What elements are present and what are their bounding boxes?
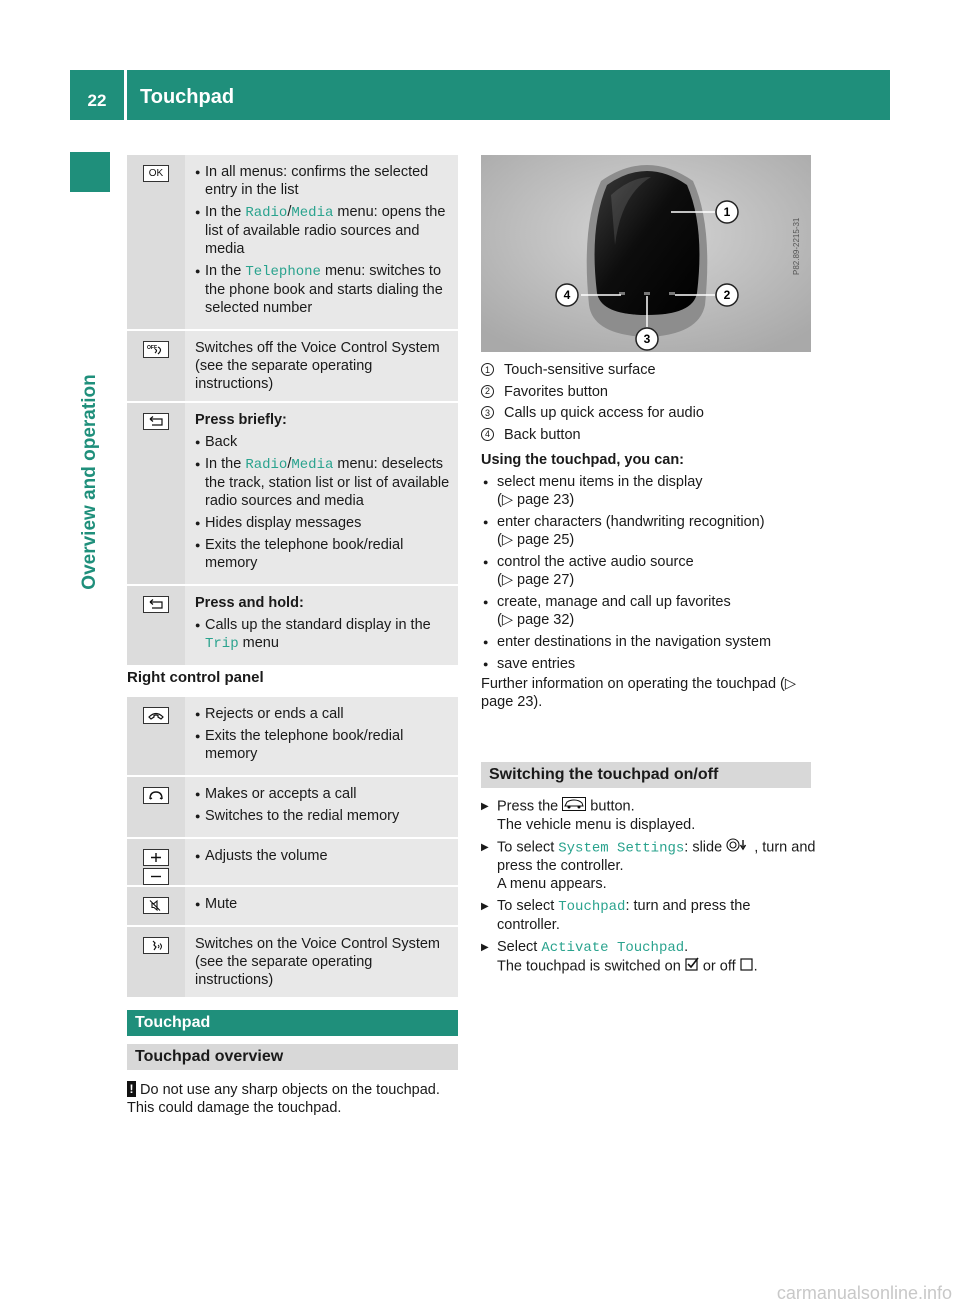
callout-legend-item [481, 361, 816, 379]
description-list [195, 895, 452, 913]
usage-text: select menu items in the display [497, 474, 703, 490]
control-table [127, 155, 458, 667]
control-description [185, 697, 458, 775]
menu-term: Activate Touchpad [541, 940, 685, 957]
menu-term: Trip [205, 636, 239, 652]
page-reference: (▷ page 32) [497, 612, 575, 628]
list-item [195, 514, 452, 532]
control-description [185, 777, 458, 837]
control-description [185, 887, 458, 925]
callout-number: 1 [481, 363, 494, 376]
callout-number: 4 [481, 428, 494, 441]
text-run: To select [497, 839, 559, 856]
text-run: A menu appears. [497, 876, 607, 893]
page-number: 22 [87, 91, 107, 110]
text-run: Calls up the standard display in the [205, 617, 431, 633]
text-run: menu: deselects the track, station list or list of available radio sources and media [205, 456, 450, 509]
callout-1 [716, 201, 738, 223]
minus-icon [143, 868, 169, 885]
switching-steps [481, 797, 816, 980]
text-run: Back [205, 434, 238, 450]
control-description [185, 586, 458, 665]
touchpad-photo [481, 155, 811, 352]
list-item [195, 536, 452, 572]
description-list [195, 847, 452, 865]
text-run: To select [497, 898, 559, 915]
description-text: Switches off the Voice Control System (see the separate operating instructions) [195, 340, 440, 392]
control-description [185, 331, 458, 401]
end-call-icon [143, 707, 169, 724]
vehicle-icon [562, 797, 586, 816]
chapter-title: Overview and operation [79, 374, 100, 590]
callout-legend-item [481, 404, 816, 422]
callout-number: 2 [481, 385, 494, 398]
svg-text:4: 4 [563, 288, 571, 302]
control-description [185, 403, 458, 584]
list-item [195, 163, 452, 199]
callout-text: Favorites button [504, 383, 608, 400]
menu-term: Touchpad [558, 899, 626, 916]
description-list [195, 705, 452, 763]
back-icon [143, 596, 169, 613]
warning-icon: ! [127, 1081, 136, 1097]
text-run: Exits the telephone book/redial memory [205, 728, 404, 762]
plus-icon [143, 849, 169, 866]
control-key-cell [127, 697, 185, 775]
description-list [195, 616, 452, 653]
svg-text:2: 2 [723, 288, 731, 302]
control-row [127, 331, 458, 403]
text-run: Select [497, 939, 542, 956]
menu-term: Media [291, 457, 334, 473]
mute-icon [143, 897, 169, 914]
usage-text: control the active audio source [497, 554, 694, 570]
text-run: In all menus: confirms the selected entry in the list [205, 164, 429, 198]
checkbox-checked-icon [685, 957, 699, 976]
control-row [127, 777, 458, 839]
list-item [195, 455, 452, 510]
volume-icon [143, 849, 169, 885]
text-run: In the [205, 456, 246, 472]
control-description [185, 839, 458, 885]
further-info: Further information on operating the touchpad (▷ page 23). [481, 676, 797, 710]
description-text: Switches on the Voice Control System (see the separate operating instructions) [195, 936, 441, 988]
control-key-cell [127, 586, 185, 665]
page-reference: (▷ page 25) [497, 532, 575, 548]
control-key-cell [127, 887, 185, 925]
menu-term: System Settings [558, 840, 685, 857]
text-run: : slide [684, 839, 727, 856]
control-key-cell [127, 777, 185, 837]
press-type-label: Press briefly: [195, 412, 287, 428]
menu-term: Media [291, 205, 334, 221]
control-key-cell [127, 839, 185, 885]
text-run: . [684, 939, 689, 956]
text-run: Adjusts the volume [205, 848, 328, 864]
step-item [481, 797, 816, 834]
list-item [481, 655, 816, 673]
description-list [195, 433, 452, 572]
warning-note [127, 1081, 462, 1117]
text-run: Hides display messages [205, 515, 362, 531]
control-key-cell [127, 155, 185, 329]
description-list [195, 785, 452, 825]
subheading-touchpad-overview: Touchpad overview [127, 1044, 458, 1070]
list-item [195, 433, 452, 451]
text-run: Switches to the redial memory [205, 808, 400, 824]
voice-control-off-icon [143, 341, 169, 358]
callout-2 [716, 284, 738, 306]
press-type-label: Press and hold: [195, 595, 304, 611]
text-run: Makes or accepts a call [205, 786, 357, 802]
step-item [481, 838, 816, 893]
text-run: / [287, 456, 292, 472]
touchpad-illustration [481, 155, 811, 352]
step-item [481, 897, 816, 934]
subheading-switching: Switching the touchpad on/off [481, 762, 811, 788]
step-item [481, 938, 816, 976]
text-run: menu [238, 635, 279, 651]
menu-term: Telephone [245, 264, 321, 280]
list-item [481, 633, 816, 651]
watermark: carmanualsonline.info [776, 1283, 952, 1302]
usage-list [481, 473, 816, 673]
text-run: menu: opens the list of available radio sources and media [205, 204, 446, 257]
text-run: The vehicle menu is displayed. [497, 817, 696, 833]
list-item [195, 705, 452, 723]
right-control-table [127, 697, 458, 999]
usage-text: create, manage and call up favorites [497, 594, 731, 610]
steps-list [481, 797, 816, 976]
control-description [185, 155, 458, 329]
callout-number: 3 [481, 406, 494, 419]
text-run: , turn and press the controller. [497, 839, 816, 875]
control-row [127, 586, 458, 667]
chapter-marker [70, 152, 110, 192]
warning-text: Do not use any sharp objects on the touchpad. This could damage the touchpad. [127, 1082, 440, 1116]
text-run: button. [586, 798, 635, 815]
usage-text: enter destinations in the navigation system [497, 634, 772, 650]
svg-text:3: 3 [643, 332, 651, 346]
page-reference: (▷ page 27) [497, 572, 575, 588]
text-run: In the [205, 263, 246, 279]
usage-text: enter characters (handwriting recognition) [497, 514, 765, 530]
list-item [195, 847, 452, 865]
usage-section [481, 451, 816, 711]
controller-icon [726, 838, 754, 857]
text-run: or off [698, 958, 740, 975]
list-item [195, 807, 452, 825]
header-divider [124, 70, 127, 120]
list-item [195, 895, 452, 913]
section-title-right-control-panel: Right control panel [127, 669, 264, 686]
callout-text: Calls up quick access for audio [504, 405, 704, 421]
control-key-cell [127, 331, 185, 401]
section-heading-touchpad: Touchpad [127, 1010, 458, 1036]
control-key-cell [127, 927, 185, 997]
ok-key: OK [143, 165, 169, 182]
usage-title: Using the touchpad, you can: [481, 452, 685, 468]
accept-call-icon [143, 787, 169, 804]
text-run: Press the [497, 798, 563, 815]
menu-term: Radio [245, 457, 288, 473]
callout-text: Touch-sensitive surface [504, 362, 656, 378]
image-code: P82.89-2215-31 [792, 217, 801, 275]
text-run: Rejects or ends a call [205, 706, 344, 722]
list-item [195, 727, 452, 763]
svg-text:1: 1 [723, 205, 731, 219]
text-run: . [753, 958, 758, 975]
control-key-cell [127, 403, 185, 584]
control-row [127, 697, 458, 777]
svg-text:OFF: OFF [147, 345, 157, 351]
text-run: Exits the telephone book/redial memory [205, 537, 404, 571]
back-icon [143, 413, 169, 430]
page-reference: (▷ page 23) [497, 492, 575, 508]
control-row [127, 927, 458, 999]
callout-text: Back button [504, 426, 581, 443]
callout-legend-item [481, 383, 816, 401]
list-item [481, 553, 816, 589]
list-item [481, 593, 816, 629]
list-item [481, 473, 816, 509]
page-title: Touchpad [140, 86, 235, 108]
checkbox-empty-icon [740, 957, 754, 976]
list-item [195, 616, 452, 653]
list-item [481, 513, 816, 549]
text-run: In the [205, 204, 246, 220]
callout-legend [481, 361, 816, 447]
list-item [195, 262, 452, 317]
voice-control-on-icon [143, 937, 169, 954]
usage-text: save entries [497, 656, 576, 672]
callout-legend-item [481, 426, 816, 444]
menu-term: Radio [245, 205, 288, 221]
control-row [127, 403, 458, 586]
text-run: menu: switches to the phone book and starts dialing the selected number [205, 263, 443, 316]
control-row [127, 887, 458, 927]
text-run: / [287, 204, 292, 220]
text-run: : turn and press the controller. [497, 898, 751, 934]
description-list [195, 163, 452, 317]
control-row [127, 839, 458, 887]
control-description [185, 927, 458, 997]
control-row [127, 155, 458, 331]
callout-4 [556, 284, 578, 306]
callout-3 [636, 328, 658, 350]
text-run: Mute [205, 896, 238, 912]
text-run: The touchpad is switched on [497, 958, 685, 975]
list-item [195, 203, 452, 258]
list-item [195, 785, 452, 803]
